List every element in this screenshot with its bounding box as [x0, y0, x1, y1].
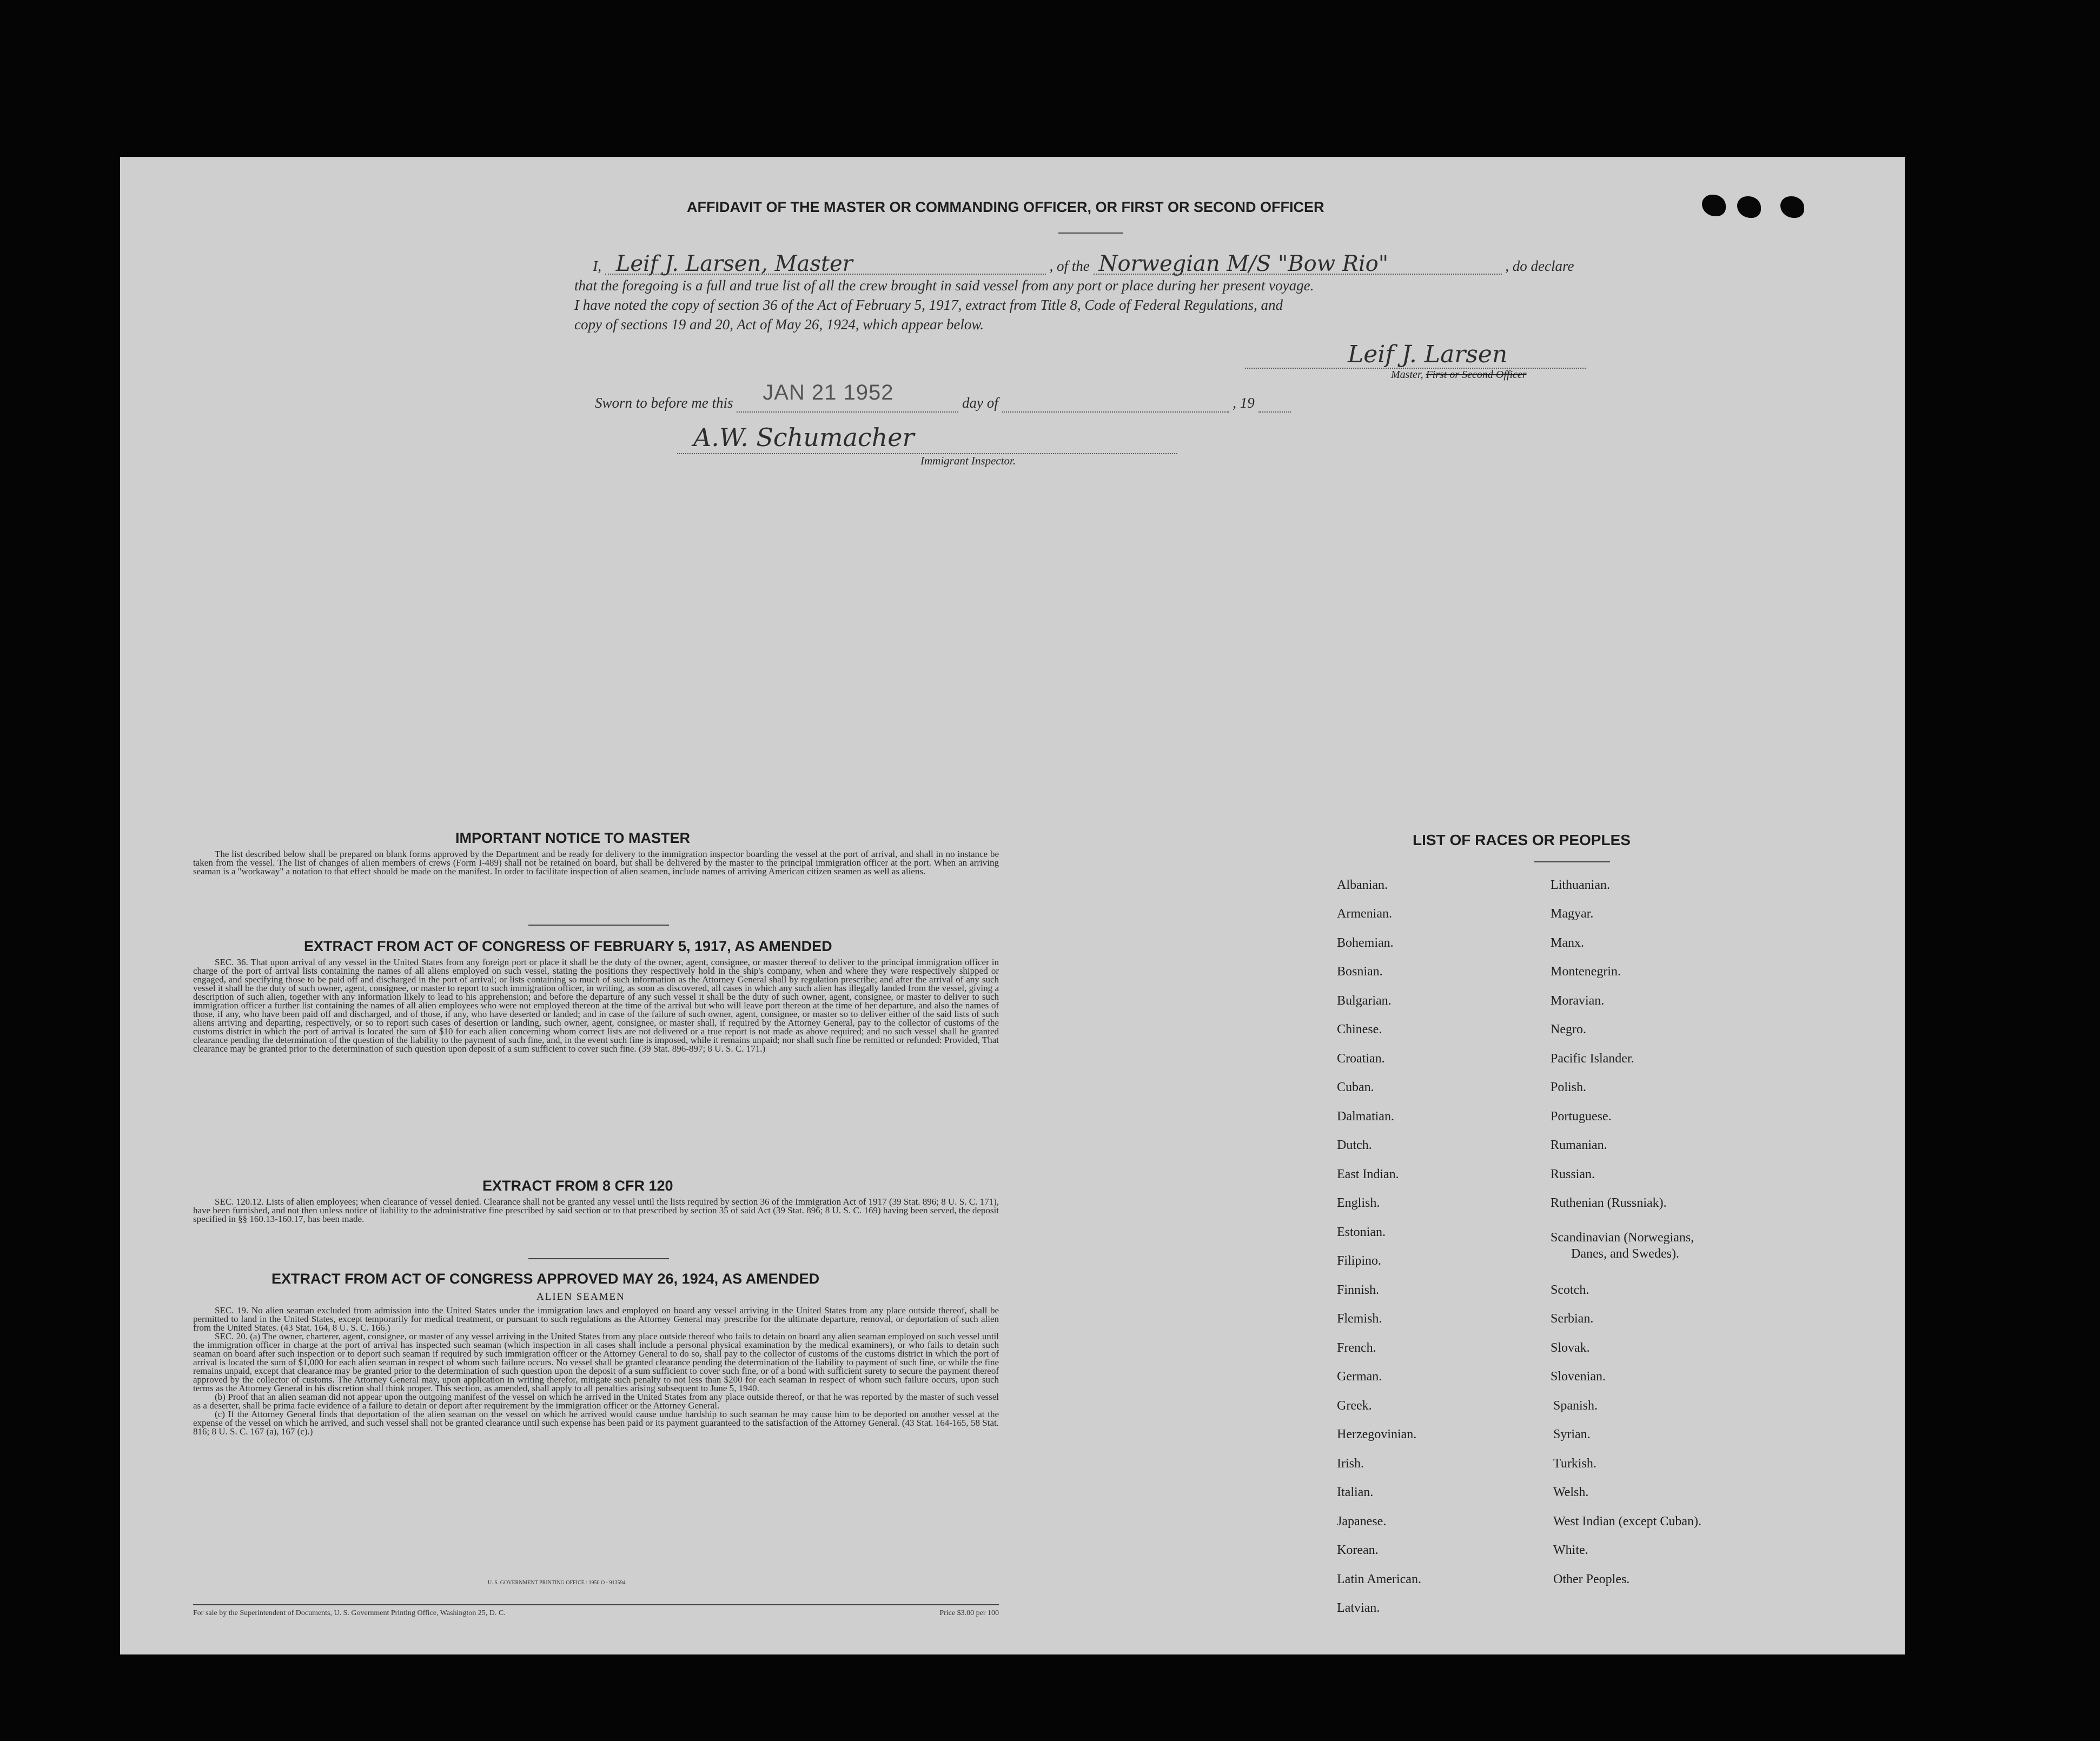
- race-left-item: German.: [1337, 1370, 1382, 1384]
- race-left-item: Japanese.: [1337, 1514, 1387, 1529]
- punch-mark: [1780, 196, 1804, 218]
- race-right-item: Slovak.: [1551, 1341, 1590, 1355]
- footer-line: [193, 1609, 999, 1618]
- cfr-title: EXTRACT FROM 8 CFR 120: [482, 1178, 673, 1194]
- race-left-item: East Indian.: [1337, 1167, 1399, 1181]
- race-left-item: Italian.: [1337, 1485, 1374, 1499]
- race-right-item: Portuguese.: [1551, 1109, 1612, 1124]
- race-right-item: Magyar.: [1551, 907, 1594, 921]
- master-caption-text: Master,: [1391, 369, 1423, 381]
- binder-hole: [1917, 1219, 1942, 1244]
- date-field: [737, 381, 958, 413]
- race-right-item: Rumanian.: [1551, 1138, 1607, 1152]
- punch-mark: [1737, 196, 1761, 218]
- section-20a-paragraph: SEC. 20. (a) The owner, charterer, agent, consignee, or master of any vessel arriving in the United States from any place outside thereof who fails to detain on board any alien seaman employed on such vessel until the immigration officer in charge at the port of arrival has inspected such seaman (which inspection in all cases shall include a personal physical examination by the medical examiners), or who fails to detain such seaman on board after such inspection or to deport such seaman if required by such immigration officer or the Attorney General to do so, shall pay to the collector of customs of the customs district in which the port of arrival is located the sum of $1,000 for each alien seaman in respect of whom such failure occurs. No vessel shall be granted clearance pending the determination of the liability to payment of such fine, or while the fine remains unpaid, except that clearance may be granted prior to the determination of such question upon the deposit of a sum sufficient to cover such fine, or of a bond with sufficient surety to secure the payment thereof approved by the collector of customs. The Attorney General may, upon application in writing therefor, mitigate such penalty to not less than $200 for each seaman in respect of whom such failure occurs, upon such terms as the Attorney General in his discretion shall think proper. This section, as amended, shall apply to all penalties arising subsequent to June 5, 1940.: [193, 1331, 999, 1393]
- race-left-item: Flemish.: [1337, 1312, 1382, 1326]
- section-36-paragraph: SEC. 36. That upon arrival of any vessel in the United States from any foreign port or place it shall be the duty of the owner, agent, consignee, or master thereof to deliver to the principal immigration officer in charge of the port of arrival lists containing the names of all aliens employed on such vessel, stating the positions they respectively hold in the ship's company, when and where they were respectively shipped or engaged, and specifying those to be paid off and discharged in the port of arrival; or lists containing so much of such information as the Attorney General shall by regulation prescribe; and after the arrival of any such vessel it shall be the duty of such owner, agent, consignee, or master to report to such immigration officer, in writing, as soon as discovered, all cases in which any such alien has illegally landed from the vessel, giving a description of such alien, together with any information likely to lead to his apprehension; and before the departure of any such vessel it shall be the duty of such owner, agent, consignee, or master to deliver to such immigration officer a further list containing the names of all alien employees who were not employed thereon at the time of the arrival but who will leave port thereon at the time of her departure, and also the names of those, if any, who have been paid off and discharged, and of those, if any, who have deserted or landed; and in case of the failure of such owner, agent, consignee, or master so to deliver either of the said lists of such aliens arriving and departing, respectively, or so to report such cases of desertion or landing, such owner, agent, consignee, or master shall, if required by the Attorney General, pay to the collector of customs of the customs district in which the port of arrival is located the sum of $10 for each alien concerning whom correct lists are not delivered or a true report is not made as above required; and no such vessel shall be granted clearance pending the determination of the question of the liability to the payment of such fine, and, in the event such fine is imposed, while it remains unpaid; nor shall such fine be remitted or refunded: Provided, That clearance may be granted prior to the determination of such question upon deposit of a sum sufficient to cover such fine. (39 Stat. 896-897; 8 U. S. C. 171.): [193, 957, 999, 1054]
- notice-paragraph: The list described below shall be prepared on blank forms approved by the Department and be ready for delivery to the immigration inspector boarding the vessel at the port of arrival, and shall in no instance be taken from the vessel. The list of changes of alien members of crews (Form I-489) shall not be retained on board, but shall be delivered by the master to the principal immigration officer at the port. When an arriving seaman is a "workaway" a notation to that effect should be made on the manifest. In order to facilitate inspection of alien seamen, include names of arriving American citizen seamen as well as aliens.: [193, 849, 999, 876]
- master-name-handwritten: Leif J. Larsen, Master: [605, 254, 1046, 275]
- race-left-item: Armenian.: [1337, 907, 1392, 921]
- race-right-item: Scandinavian (Norwegians,: [1551, 1231, 1694, 1245]
- section-20b-paragraph: (b) Proof that an alien seaman did not appear upon the outgoing manifest of the vessel on which he arrived in the United States from any place outside thereof, or that he was reported by the master of such vessel as a deserter, shall be prima facie evidence of a failure to detain or deport after requirement by the immigration officer or the Attorney General.: [193, 1392, 999, 1411]
- race-right-item: Spanish.: [1553, 1399, 1598, 1413]
- binder-hole: [1917, 313, 1942, 337]
- divider: [1534, 861, 1610, 862]
- price-text: Price $3.00 per 100: [939, 1609, 999, 1617]
- race-left-item: Dalmatian.: [1337, 1109, 1394, 1124]
- of-the-label: , of the: [1049, 258, 1090, 274]
- gpo-imprint: U. S. GOVERNMENT PRINTING OFFICE : 1950 O - 913594: [488, 1580, 626, 1586]
- year-label: , 19: [1233, 395, 1255, 411]
- affidavit-title: AFFIDAVIT OF THE MASTER OR COMMANDING OFFICER, OR FIRST OR SECOND OFFICER: [687, 199, 1324, 215]
- notice-text: [193, 850, 999, 876]
- document-page: [120, 157, 1905, 1654]
- day-of-label: day of: [962, 395, 998, 411]
- declaration-line-1: [574, 251, 1732, 276]
- binder-hole: [1917, 1133, 1942, 1158]
- race-right-item: Danes, and Swedes).: [1571, 1247, 1679, 1261]
- date-stamp: JAN 21 1952: [763, 381, 894, 404]
- race-left-item: Greek.: [1337, 1399, 1372, 1413]
- binder-hole: [1917, 566, 1942, 591]
- divider: [528, 925, 669, 926]
- race-right-item: Pacific Islander.: [1551, 1052, 1634, 1066]
- race-right-item: Manx.: [1551, 936, 1584, 950]
- races-title: LIST OF RACES OR PEOPLES: [1413, 832, 1631, 848]
- binder-hole: [1917, 227, 1942, 252]
- race-left-item: Herzegovinian.: [1337, 1427, 1417, 1441]
- notice-title: IMPORTANT NOTICE TO MASTER: [455, 830, 690, 846]
- inspector-caption: Immigrant Inspector.: [920, 454, 1016, 467]
- i-label: I,: [593, 258, 601, 274]
- race-left-item: Bohemian.: [1337, 936, 1394, 950]
- extract-1917-title: EXTRACT FROM ACT OF CONGRESS OF FEBRUARY 5, 1917, AS AMENDED: [304, 938, 832, 954]
- race-right-item: Slovenian.: [1551, 1370, 1606, 1384]
- month-field: [1002, 395, 1229, 413]
- divider: [1058, 232, 1123, 234]
- affidavit-body: [574, 251, 1732, 334]
- race-right-item: Ruthenian (Russniak).: [1551, 1196, 1667, 1210]
- declaration-line-2: that the foregoing is a full and true list of all the crew brought in said vessel from any port or place during her present voyage.: [574, 277, 1314, 294]
- year-field: [1258, 395, 1291, 413]
- race-left-item: Irish.: [1337, 1457, 1364, 1471]
- race-right-item: Montenegrin.: [1551, 965, 1621, 979]
- extract-1917-text: [193, 958, 999, 1053]
- race-left-item: Korean.: [1337, 1543, 1379, 1557]
- binder-hole: [1917, 652, 1942, 676]
- race-left-item: Chinese.: [1337, 1022, 1382, 1036]
- race-right-item: Polish.: [1551, 1080, 1587, 1094]
- race-left-item: Latin American.: [1337, 1572, 1421, 1586]
- race-left-item: Croatian.: [1337, 1052, 1385, 1066]
- do-declare-label: , do declare: [1505, 258, 1574, 274]
- race-right-item: West Indian (except Cuban).: [1553, 1514, 1701, 1529]
- race-right-item: Syrian.: [1553, 1427, 1591, 1441]
- race-left-item: Latvian.: [1337, 1601, 1380, 1615]
- binder-hole: [1917, 1556, 1942, 1580]
- race-right-item: Other Peoples.: [1553, 1572, 1630, 1586]
- footer-rule: [193, 1604, 999, 1605]
- divider: [528, 1258, 669, 1259]
- punch-mark: [1702, 195, 1726, 216]
- cfr-text: [193, 1198, 999, 1224]
- race-right-item: Russian.: [1551, 1167, 1595, 1181]
- race-left-item: French.: [1337, 1341, 1376, 1355]
- sworn-line: [595, 381, 1291, 413]
- extract-1924-text: [193, 1306, 999, 1436]
- inspector-signature: A.W. Schumacher: [677, 423, 1177, 454]
- binder-hole: [1917, 1470, 1942, 1494]
- for-sale-text: For sale by the Superintendent of Documents, U. S. Government Printing Office, Washington 25, D. C.: [193, 1609, 506, 1617]
- race-left-item: Cuban.: [1337, 1080, 1374, 1094]
- declaration-line-4: copy of sections 19 and 20, Act of May 26, 1924, which appear below.: [574, 316, 984, 333]
- race-right-item: Welsh.: [1553, 1485, 1589, 1499]
- race-left-item: Bulgarian.: [1337, 994, 1392, 1008]
- race-left-item: Filipino.: [1337, 1254, 1382, 1268]
- race-left-item: English.: [1337, 1196, 1380, 1210]
- sworn-label: Sworn to before me this: [595, 395, 733, 411]
- race-right-item: Lithuanian.: [1551, 878, 1610, 892]
- race-left-item: Finnish.: [1337, 1283, 1380, 1297]
- race-right-item: Turkish.: [1553, 1457, 1596, 1471]
- race-right-item: Moravian.: [1551, 994, 1605, 1008]
- race-right-item: Scotch.: [1551, 1283, 1589, 1297]
- vessel-handwritten: Norwegian M/S "Bow Rio": [1094, 254, 1502, 275]
- master-caption: [1391, 369, 1527, 381]
- race-right-item: White.: [1553, 1543, 1588, 1557]
- alien-seamen-subtitle: ALIEN SEAMEN: [536, 1291, 625, 1303]
- race-left-item: Estonian.: [1337, 1225, 1386, 1239]
- struck-officer-text: First or Second Officer: [1426, 369, 1527, 381]
- master-signature: Leif J. Larsen: [1245, 341, 1586, 369]
- cfr-paragraph: SEC. 120.12. Lists of alien employees; when clearance of vessel denied. Clearance shall not be granted any vessel until the lists required by section 36 of the Immigration Act of 1917 (39 Stat. 896; 8 U. S. C. 171), have been furnished, and not then unless notice of liability to the administrative fine prescribed by said section or to that prescribed by section 35 of said Act (39 Stat. 896; 8 U. S. C. 169) having been served, the deposit specified in §§ 160.13-160.17, has been made.: [193, 1197, 999, 1224]
- race-right-item: Negro.: [1551, 1022, 1586, 1036]
- section-19-paragraph: SEC. 19. No alien seaman excluded from admission into the United States under the immigration laws and employed on board any vessel arriving in the United States from any place outside thereof, shall be permitted to land in the United States, except temporarily for medical treatment, or pursuant to such regulations as the Attorney General may prescribe for the ultimate departure, removal, or deportation of such alien from the United States. (43 Stat. 164, 8 U. S. C. 166.): [193, 1305, 999, 1333]
- race-left-item: Bosnian.: [1337, 965, 1383, 979]
- declaration-line-3: I have noted the copy of section 36 of the Act of February 5, 1917, extract from Title 8, Code of Federal Regulations, and: [574, 297, 1283, 313]
- race-left-item: Albanian.: [1337, 878, 1388, 892]
- race-right-item: Serbian.: [1551, 1312, 1594, 1326]
- section-20c-paragraph: (c) If the Attorney General finds that deportation of the alien seaman on the vessel on which he arrived would cause undue hardship to such seaman he may cause him to be deported on another vessel at the expense of the vessel on which he arrived, and such vessel shall not be granted clearance until such expense has been paid or its payment guaranteed to the satisfaction of the Attorney General. (43 Stat. 164-165, 58 Stat. 816; 8 U. S. C. 167 (a), 167 (c).): [193, 1409, 999, 1437]
- extract-1924-title: EXTRACT FROM ACT OF CONGRESS APPROVED MAY 26, 1924, AS AMENDED: [271, 1271, 820, 1287]
- race-left-item: Dutch.: [1337, 1138, 1372, 1152]
